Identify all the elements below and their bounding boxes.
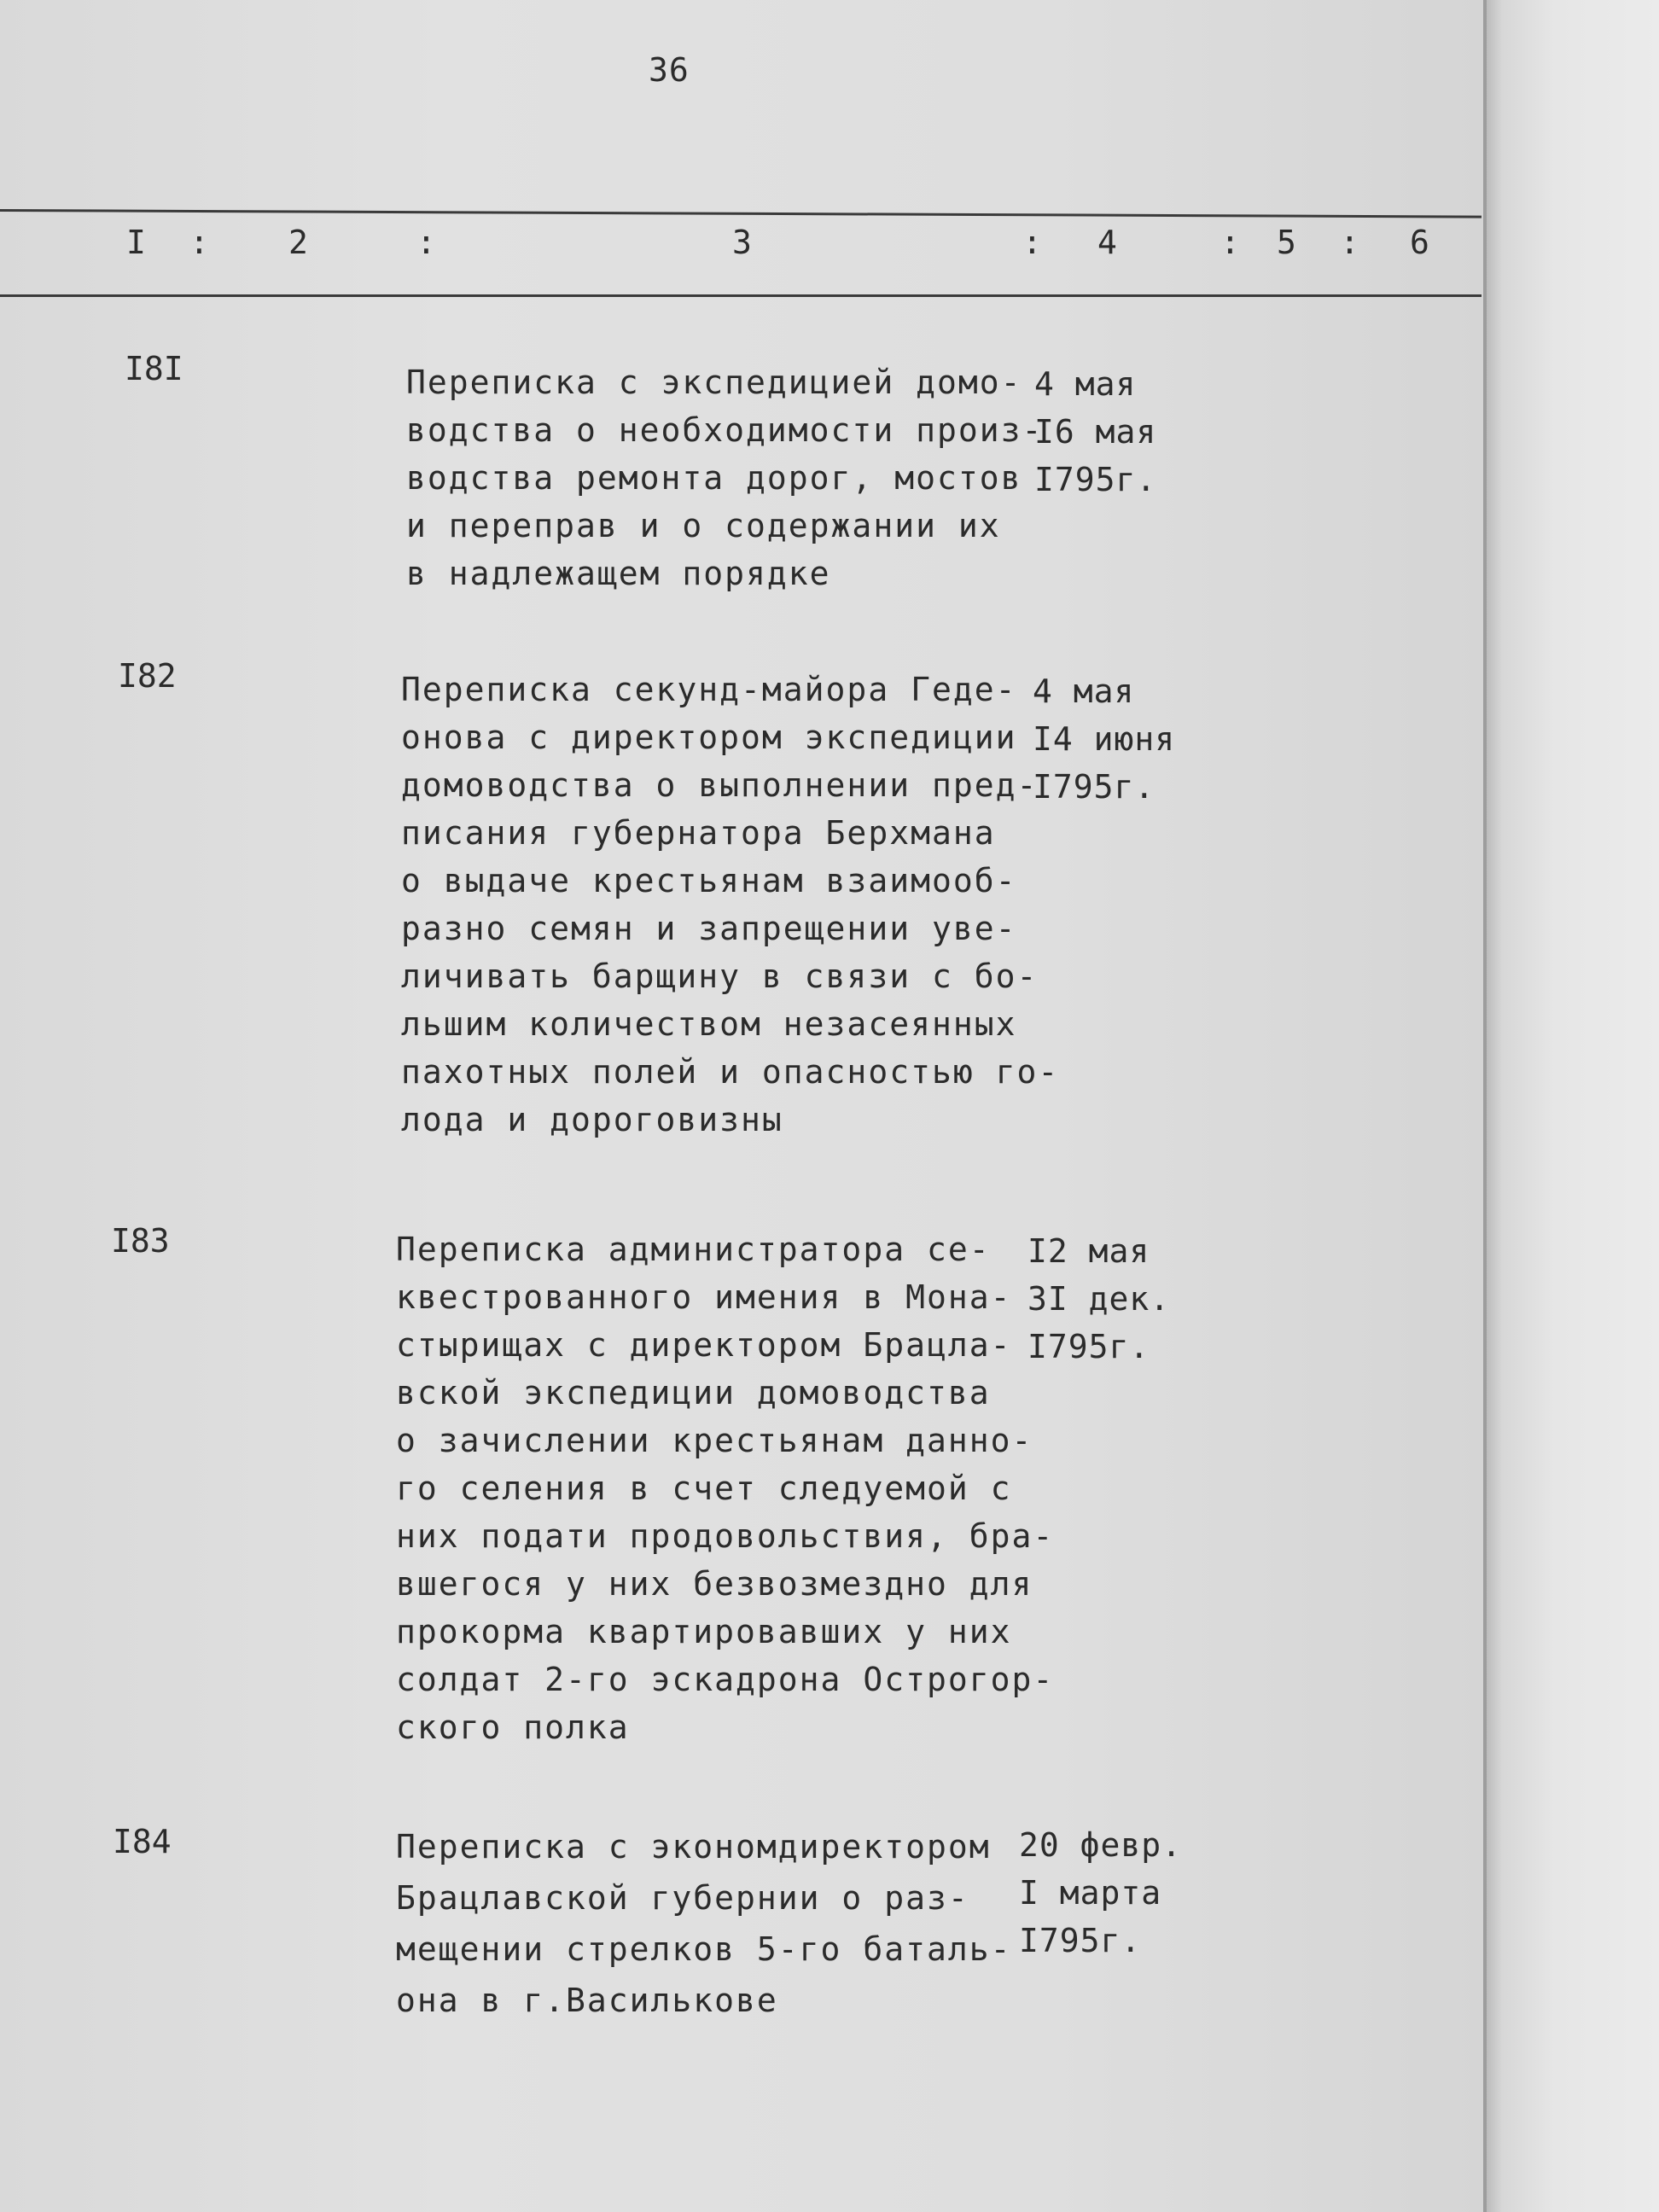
entry-dates — [1019, 1821, 1215, 1965]
description-line: о зачислении крестьянам данно- — [396, 1422, 1033, 1459]
entry-description — [396, 1821, 1045, 2026]
description-line: личивать барщину в связи с бо- — [401, 958, 1039, 995]
entry-dates — [1027, 1227, 1224, 1371]
entry-description — [401, 666, 1060, 1144]
end-date: I6 мая — [1034, 413, 1157, 451]
column-separator: : — [1220, 224, 1240, 261]
start-date: 4 мая — [1034, 365, 1137, 403]
description-line: лода и дороговизны — [401, 1101, 783, 1138]
description-line: Переписка с экспедицией домо- — [406, 364, 1022, 401]
start-date: 4 мая — [1033, 672, 1135, 710]
description-line: вской экспедиции домоводства — [396, 1374, 991, 1412]
description-line: льшим количеством незасеянных — [401, 1005, 1017, 1043]
description-line: Переписка администратора се- — [396, 1231, 991, 1268]
description-line: писания губернатора Берхмана — [401, 814, 996, 852]
description-line: водства о необходимости произ- — [406, 411, 1044, 449]
next-page-edge — [1485, 0, 1659, 2212]
entry-number: I83 — [111, 1222, 170, 1260]
description-line: онова с директором экспедиции — [401, 719, 1017, 756]
end-date: I марта — [1019, 1874, 1162, 1912]
column-header-6: 6 — [1410, 224, 1429, 261]
column-separator: : — [416, 224, 436, 261]
page-edge-shadow — [1483, 0, 1487, 2212]
description-line: них подати продовольствия, бра- — [396, 1517, 1055, 1555]
column-header-4: 4 — [1097, 224, 1117, 261]
description-line: вшегося у них безвозмездно для — [396, 1565, 1033, 1603]
header-bottom-rule — [0, 294, 1481, 297]
year: I795г. — [1034, 461, 1157, 498]
entry-description — [396, 1225, 1055, 1751]
column-separator: : — [1022, 224, 1042, 261]
year: I795г. — [1027, 1328, 1150, 1365]
entry-dates — [1034, 360, 1231, 504]
column-header-5: 5 — [1277, 224, 1296, 261]
description-line: в надлежащем порядке — [406, 555, 831, 592]
column-header-2: 2 — [288, 224, 308, 261]
column-separator: : — [189, 224, 209, 261]
description-line: Переписка с экономдиректором — [396, 1828, 991, 1866]
description-line: го селения в счет следуемой с — [396, 1470, 1012, 1507]
year: I795г. — [1019, 1922, 1142, 1959]
entry-description — [406, 358, 1055, 597]
description-line: Переписка секунд-майора Геде- — [401, 671, 1017, 708]
description-line: домоводства о выполнении пред- — [401, 766, 1039, 804]
description-line: мещении стрелков 5-го баталь- — [396, 1930, 1012, 1968]
entry-number: I8I — [125, 350, 183, 387]
description-line: водства ремонта дорог, мостов — [406, 459, 1022, 497]
entry-dates — [1033, 667, 1229, 811]
description-line: она в г.Василькове — [396, 1982, 778, 2019]
description-line: разно семян и запрещении уве- — [401, 910, 1017, 947]
description-line: о выдаче крестьянам взаимооб- — [401, 862, 1017, 899]
description-line: ского полка — [396, 1708, 630, 1746]
description-line: Брацлавской губернии о раз- — [396, 1879, 969, 1917]
description-line: стырищах с директором Брацла- — [396, 1326, 1012, 1364]
column-header-3: 3 — [732, 224, 752, 261]
description-line: солдат 2-го эскадрона Острогор- — [396, 1661, 1055, 1698]
start-date: 20 февр. — [1019, 1826, 1183, 1864]
start-date: I2 мая — [1027, 1232, 1150, 1270]
page-number: 36 — [649, 51, 690, 89]
end-date: 3I дек. — [1027, 1280, 1171, 1318]
year: I795г. — [1033, 768, 1155, 806]
entry-number: I82 — [118, 657, 177, 695]
entry-number: I84 — [113, 1823, 172, 1860]
end-date: I4 июня — [1033, 720, 1176, 758]
column-header-1: I — [126, 224, 146, 261]
description-line: и переправ и о содержании их — [406, 507, 1001, 544]
description-line: пахотных полей и опасностью го- — [401, 1053, 1060, 1091]
description-line: прокорма квартировавших у них — [396, 1613, 1012, 1650]
column-separator: : — [1340, 224, 1359, 261]
description-line: квестрованного имения в Мона- — [396, 1278, 1012, 1316]
